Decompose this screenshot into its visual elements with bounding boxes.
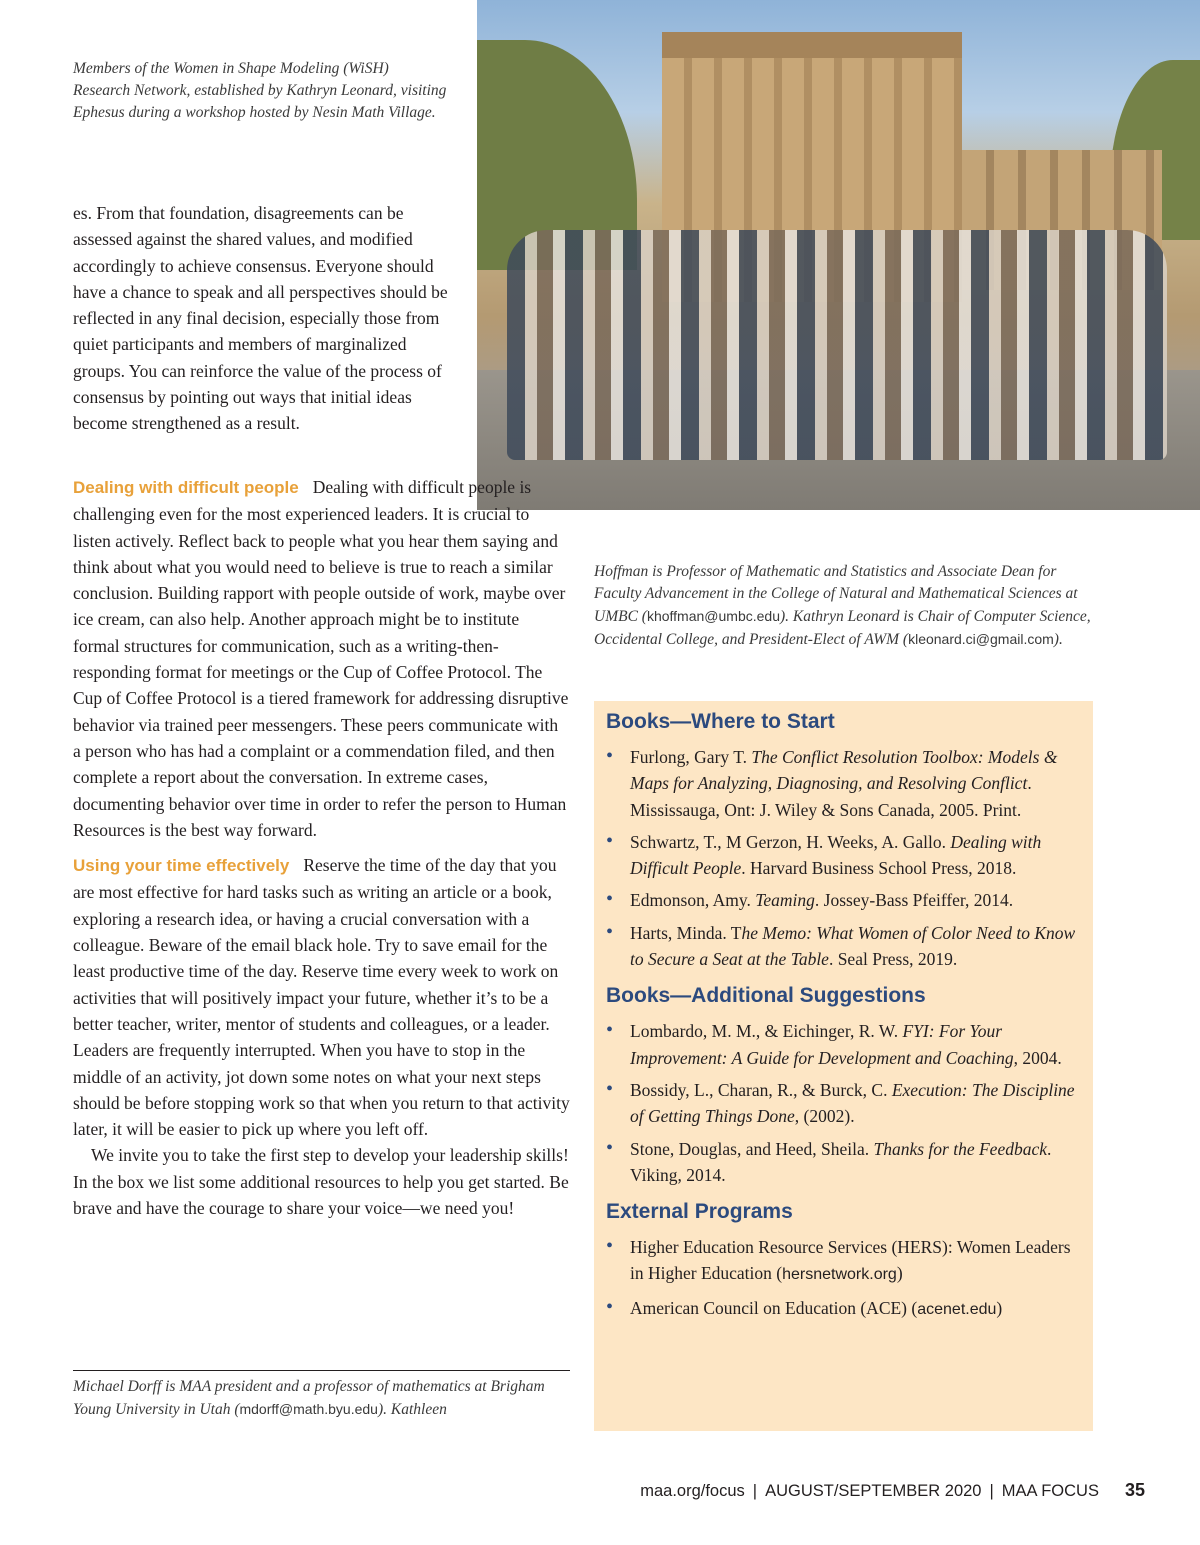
email-link[interactable]: kleonard.ci@gmail.com [908, 631, 1054, 647]
list-item: • Edmonson, Amy. Teaming. Jossey-Bass Pfeiffer, 2014. [606, 887, 1079, 913]
closing-paragraph: We invite you to take the first step to develop your leadership skills! In the box we list some additional resources to help you get started. Be brave and have the courage to share your voice—we need you! [73, 1145, 569, 1219]
list-item: • American Council on Education (ACE) (acenet.edu) [606, 1295, 1079, 1323]
column-a-text: es. From that foundation, disagreements can be assessed against the shared values, and modified accordingly to achieve consensus. Everyone should have a chance to speak and all perspectives should be reflected in any final decision, especially those from quiet participants and members of marginalized groups. You can reinforce the value of the process of consensus by pointing out ways that initial ideas become strengthened as a result. [73, 203, 448, 434]
book-list [606, 744, 1079, 972]
bullet-icon: • [606, 1077, 614, 1100]
bullet-icon: • [606, 829, 614, 852]
list-item: • Stone, Douglas, and Heed, Sheila. Thanks for the Feedback. Viking, 2014. [606, 1136, 1052, 1185]
list-item: • Lombardo, M. M., & Eichinger, R. W. FYI: For Your Improvement: A Guide for Development and Coaching, 2004. [606, 1019, 1062, 1068]
list-item: • Harts, Minda. The Memo: What Women of Color Need to Know to Secure a Seat at the Table. Seal Press, 2019. [606, 920, 1076, 970]
box-heading: Books—Additional Suggestions [606, 984, 926, 1008]
bullet-icon: • [606, 745, 614, 767]
footer-magazine: MAA FOCUS [1001, 1482, 1099, 1500]
bullet-icon: • [606, 1136, 614, 1159]
page-number: 35 [1124, 1480, 1145, 1500]
section-heading: Dealing with difficult people [73, 478, 299, 497]
section-heading: Using your time effectively [73, 856, 290, 876]
book-list [606, 1018, 1079, 1188]
photo-caption: Members of the Women in Shape Modeling (WiSH) Research Network, established by Kathryn Leonard, visiting Ephesus during a workshop hosted by Nesin Math Village. [73, 60, 447, 121]
url-link[interactable]: acenet.edu [917, 1300, 997, 1318]
list-item: • Furlong, Gary T. The Conflict Resolution Toolbox: Models & Maps for Analyzing, Diagnosing, and Resolving Conflict. Mississauga, Ont: J. Wiley & Sons Canada, 2005. Print. [606, 745, 1058, 820]
author-bio-left: Michael Dorff is MAA president and a professor of mathematics at Brigham Young University in Utah (mdorff@math.byu.edu). Kathleen [73, 1378, 545, 1418]
footer-site[interactable]: maa.org/focus [640, 1482, 745, 1500]
box-heading: Books—Where to Start [606, 710, 835, 733]
email-link[interactable]: mdorff@math.byu.edu [239, 1401, 378, 1417]
bio-divider [73, 1370, 570, 1371]
page-footer: maa.org/focus | AUGUST/SEPTEMBER 2020 | MAA FOCUS 35 [640, 1480, 1145, 1500]
section-time: Using your time effectively Reserve the time of the day that you are most effective for hard tasks such as writing an article or a book, exploring a research idea, or having a crucial conversation with a colleague. Beware of the email black hole. Try to save email for the least productive time of the day. Reserve time every week to work on activities that will positively impact your future, whether it’s to be a better teacher, writer, mentor of students and colleagues, or a leader. Leaders are frequently interrupted. When you have to stop in the middle of an activity, jot down some notes on what your next steps should be before stopping work so that when you return to that activity later, it will be easier to pick up where you left off. [73, 855, 570, 1140]
bullet-icon: • [606, 1235, 614, 1258]
box-heading: External Programs [606, 1200, 793, 1224]
list-item: • Schwartz, T., M Gerzon, H. Weeks, A. Gallo. Dealing with Difficult People. Harvard Business School Press, 2018. [606, 829, 1042, 879]
url-link[interactable]: hersnetwork.org [782, 1266, 897, 1284]
footer-issue: AUGUST/SEPTEMBER 2020 [765, 1482, 982, 1500]
section-difficult-people: Dealing with difficult people Dealing with difficult people is challenging even for the most experienced leaders. It is crucial to listen actively. Reflect back to people what you hear them saying and think about what you would need to believe is true to reach a similar conclusion. Building rapport with people outside of work, maybe over ice cream, can also help. Another approach might be to institute formal structures for communication, such as a writing-then-responding format for meetings or the Cup of Coffee Protocol. The Cup of Coffee Protocol is a tiered framework for addressing disruptive behavior via trained peer messengers. These peers communicate with a person who has had a complaint or a commendation filed, and then complete a report about the conversation. In extreme cases, documenting behavior over time in order to refer the person to Human Resources is the best way forward. [73, 477, 569, 840]
people-group [507, 230, 1167, 460]
column-b-text [73, 474, 570, 1221]
bullet-icon: • [606, 888, 614, 911]
email-link[interactable]: khoffman@umbc.edu [646, 608, 780, 624]
author-bio-right: Hoffman is Professor of Mathematic and Statistics and Associate Dean for Faculty Advancement in the College of Natural and Mathematical Sciences at UMBC (khoffman@umbc.edu). Kathryn Leonard is Chair of Computer Science, Occidental College, and President-Elect of AWM (kleonard.ci@gmail.com). [594, 563, 1091, 648]
bullet-icon: • [606, 1295, 614, 1318]
list-item: • Higher Education Resource Services (HERS): Women Leaders in Higher Education (hersnetwork.org) [606, 1235, 1071, 1284]
program-list [606, 1234, 1079, 1323]
group-photo [477, 0, 1200, 510]
resources-box [594, 701, 1093, 1431]
list-item: • Bossidy, L., Charan, R., & Burck, C. Execution: The Discipline of Getting Things Done, (2002). [606, 1077, 1075, 1127]
bullet-icon: • [606, 1019, 614, 1042]
bullet-icon: • [606, 920, 614, 943]
